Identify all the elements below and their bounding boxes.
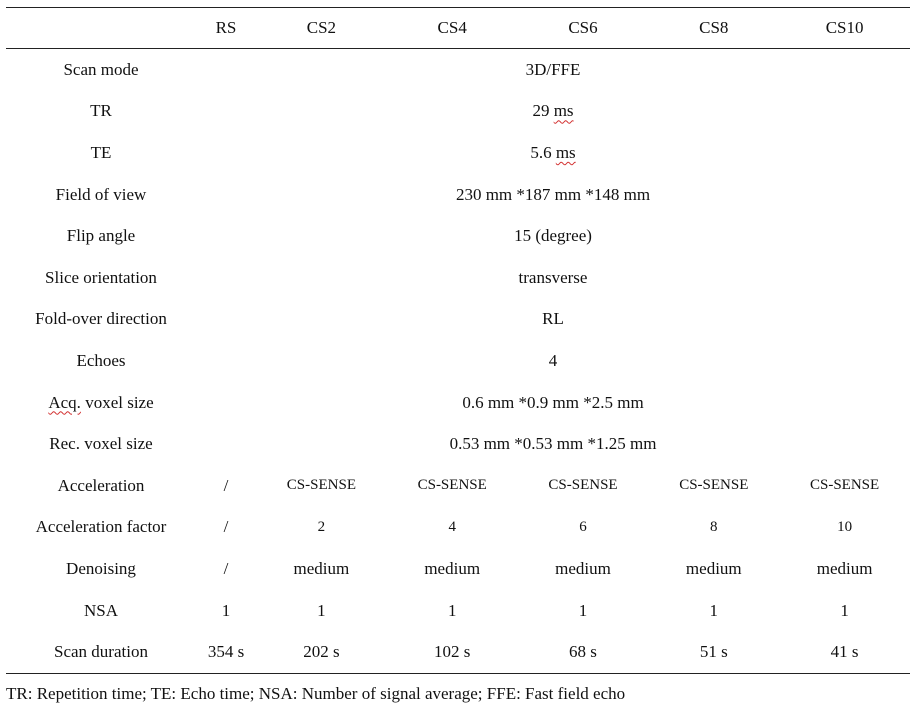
row-rec-voxel-size: [6, 423, 910, 465]
header-cs8: CS8: [648, 8, 779, 49]
row-acceleration: [6, 465, 910, 507]
row-label: Fold-over direction: [35, 309, 167, 329]
cell-cs10: medium: [816, 558, 873, 578]
value-number: 5.6: [530, 142, 552, 162]
cell-cs10: CS-SENSE: [810, 477, 880, 494]
label-abbrev: Acq.: [48, 392, 81, 412]
row-fold-over-direction: [6, 299, 910, 341]
row-label: Echoes: [76, 350, 126, 370]
row-shared-value: 0.6 mm *0.9 mm *2.5 mm: [462, 392, 644, 412]
row-label: Denoising: [66, 558, 136, 578]
cell-cs4: 1: [447, 600, 457, 620]
row-echoes: [6, 340, 910, 382]
cell-cs10: 1: [840, 600, 849, 620]
cell-rs: /: [223, 475, 229, 495]
row-label: Scan duration: [6, 631, 196, 673]
cell-cs4: 102 s: [387, 631, 518, 673]
cell-cs10: 41 s: [779, 631, 910, 673]
cell-cs8: CS-SENSE: [679, 477, 749, 494]
row-label: Rec. voxel size: [49, 434, 153, 454]
row-flip-angle: [6, 215, 910, 257]
table-footnote: TR: Repetition time; TE: Echo time; NSA: Number of signal average; FFE: Fast field echo: [6, 684, 626, 703]
row-acq-voxel-size: [6, 382, 910, 424]
header-row: [6, 8, 910, 49]
cell-cs2: 2: [317, 518, 326, 535]
row-shared-value: transverse: [518, 267, 588, 287]
row-shared-value: [196, 91, 910, 133]
value-number: 29: [532, 101, 550, 121]
row-label: Acceleration factor: [35, 517, 167, 537]
row-nsa: [6, 590, 910, 632]
row-label: Field of view: [55, 184, 147, 204]
cell-cs2: CS-SENSE: [286, 477, 356, 494]
cell-cs8: 51 s: [648, 631, 779, 673]
cell-cs10: 10: [837, 518, 853, 535]
row-label: Acceleration: [57, 475, 145, 495]
cell-rs: 354 s: [196, 631, 256, 673]
cell-rs: /: [223, 558, 229, 578]
cell-rs: /: [223, 517, 229, 537]
header-cs6: CS6: [518, 8, 649, 49]
cell-cs6: 6: [579, 518, 587, 535]
row-shared-value: 0.53 mm *0.53 mm *1.25 mm: [449, 434, 657, 454]
header-rs: RS: [196, 8, 256, 49]
row-tr: [6, 91, 910, 133]
row-label: TR: [90, 101, 112, 121]
cell-cs8: 8: [710, 518, 718, 535]
cell-cs8: medium: [685, 558, 742, 578]
row-shared-value: RL: [542, 309, 564, 329]
cell-cs8: 1: [709, 600, 719, 620]
row-label: [6, 382, 196, 424]
cell-cs2: 202 s: [256, 631, 387, 673]
cell-cs4: medium: [424, 558, 481, 578]
row-shared-value: 15 (degree): [514, 226, 592, 246]
header-cs2: CS2: [256, 8, 387, 49]
scan-parameters-table: [6, 7, 910, 674]
value-unit: ms: [555, 142, 576, 162]
row-shared-value: 3D/FFE: [525, 59, 581, 79]
label-rest: voxel size: [80, 392, 154, 412]
cell-rs: 1: [221, 600, 231, 620]
header-cs10: CS10: [779, 8, 910, 49]
row-label: Flip angle: [66, 226, 136, 246]
cell-cs6: medium: [555, 558, 611, 578]
row-field-of-view: [6, 174, 910, 216]
cell-cs6: 1: [578, 600, 588, 620]
cell-cs6: 68 s: [518, 631, 649, 673]
document: [6, 7, 910, 674]
row-scan-mode: [6, 49, 910, 91]
row-acceleration-factor: [6, 507, 910, 549]
row-scan-duration: [6, 631, 910, 673]
cell-cs4: CS-SENSE: [417, 477, 487, 494]
row-slice-orientation: [6, 257, 910, 299]
row-label: Scan mode: [63, 59, 139, 79]
value-unit: ms: [553, 101, 574, 121]
header-blank: [6, 8, 196, 49]
cell-cs4: 4: [448, 518, 456, 535]
row-te: [6, 132, 910, 174]
row-denoising: [6, 548, 910, 590]
row-shared-value: [196, 132, 910, 174]
row-label: Slice orientation: [45, 267, 157, 287]
row-shared-value: 230 mm *187 mm *148 mm: [455, 184, 651, 204]
header-cs4: CS4: [387, 8, 518, 49]
cell-cs2: 1: [317, 600, 326, 620]
row-label: NSA: [83, 600, 118, 620]
cell-cs2: medium: [293, 558, 350, 578]
cell-cs6: CS-SENSE: [548, 477, 618, 494]
row-shared-value: 4: [548, 350, 558, 370]
row-label: TE: [90, 142, 112, 162]
